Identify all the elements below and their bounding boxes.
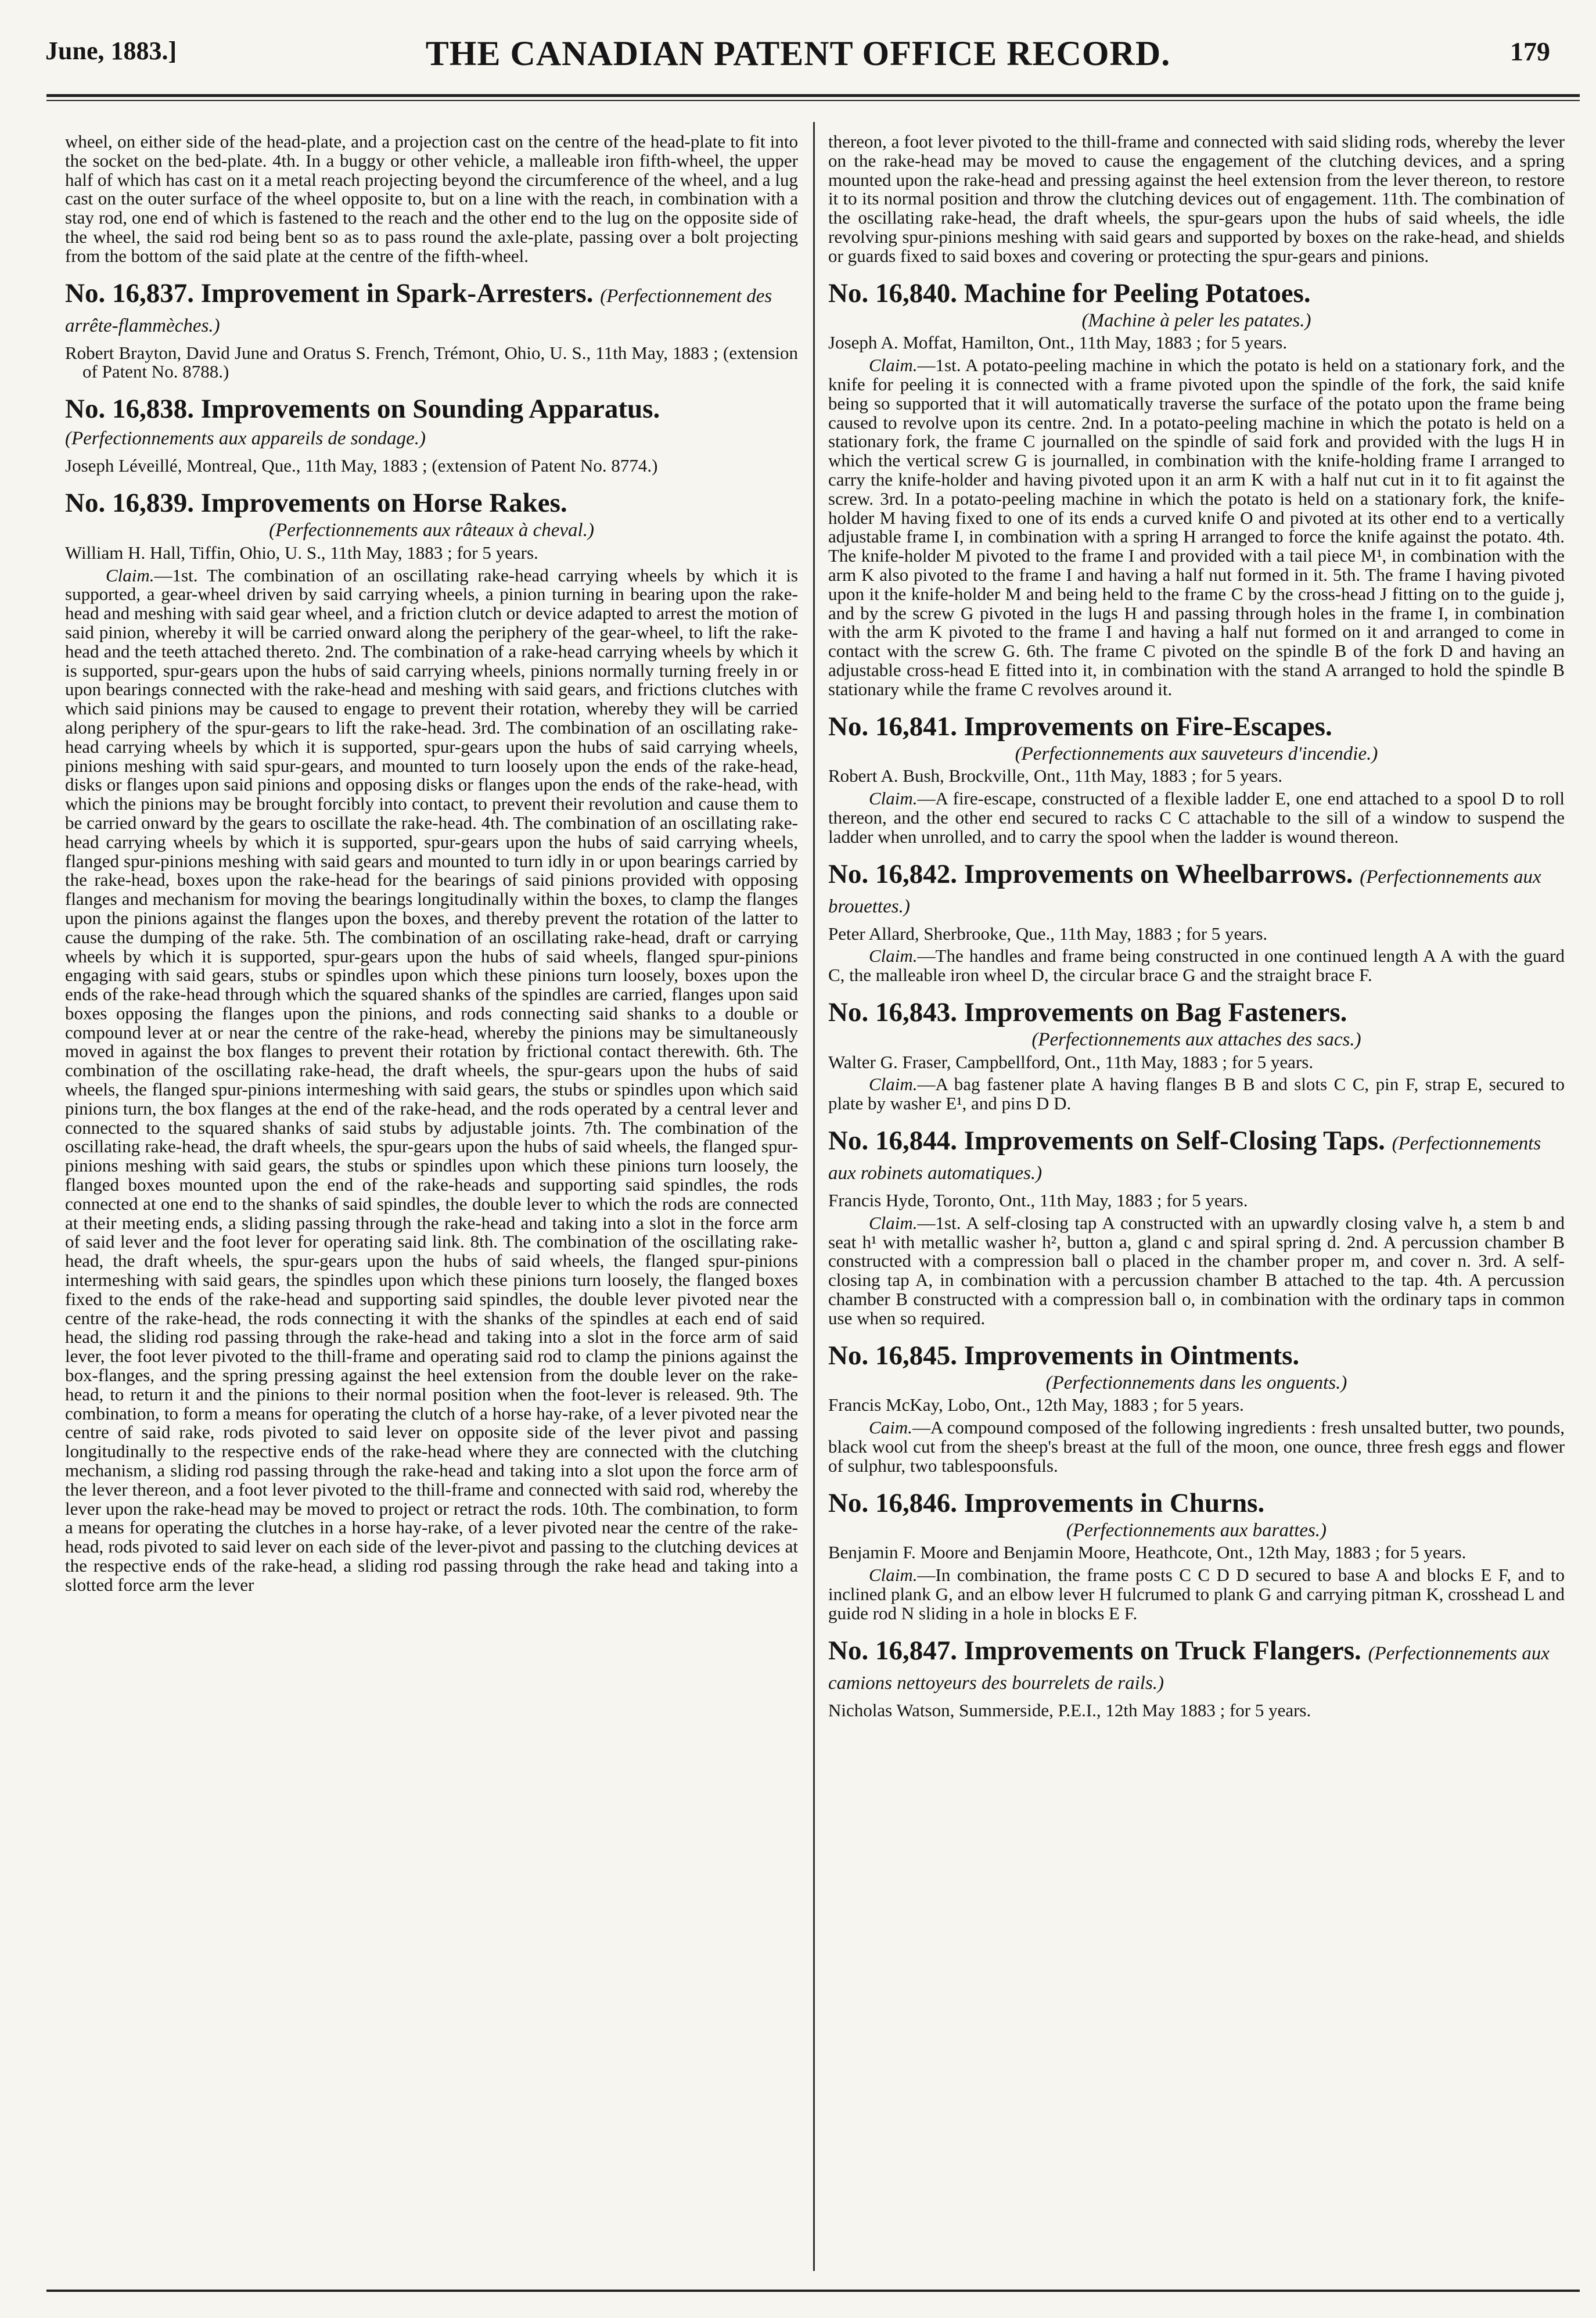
patent-entry-16844: [828, 1127, 1565, 1328]
french-title: (Perfectionnements aux attaches des sacs.): [1031, 1029, 1361, 1050]
entry-inventor: Joseph Léveillé, Montreal, Que., 11th May, 1883 ; (extension of Patent No. 8774.): [65, 455, 658, 476]
patent-entry-16837: [65, 280, 798, 382]
claim-label: Claim.: [869, 1074, 918, 1095]
french-title: (Perfectionnements aux râteaux à cheval.): [269, 519, 594, 541]
entry-claim: [828, 1418, 1565, 1475]
patent-entry-16840: [828, 280, 1565, 699]
entry-inventor: Robert Brayton, David June and Oratus S. French, Trémont, Ohio, U. S., 11th May, 1883 ; (extension of Patent No. 8788.): [65, 342, 798, 382]
french-title: (Perfectionnements aux camions nettoyeurs des bourrelets de rails.): [828, 1643, 1550, 1694]
french-title: (Perfectionnements aux robinets automatiques.): [828, 1133, 1541, 1184]
claim-text: —A compound composed of the following ingredients : fresh unsalted butter, two pounds, black wool cut from the sheep's breast at the full of the moon, one ounce, three fresh eggs and flower of sulphur, two tablespoonsfuls.: [828, 1417, 1565, 1476]
patent-entry-16843: [828, 999, 1565, 1113]
claim-label: Claim.: [869, 788, 918, 809]
patent-entry-16845: [828, 1342, 1565, 1476]
entry-title: No. 16,847. Improvements on Truck Flangers.: [828, 1635, 1361, 1666]
patent-entry-16838: [65, 396, 798, 476]
french-title: (Machine à peler les patates.): [1081, 310, 1311, 331]
entry-claim: [828, 356, 1565, 699]
entry-inventor: Nicholas Watson, Summerside, P.E.I., 12th May 1883 ; for 5 years.: [828, 1699, 1311, 1720]
entry-inventor: Francis McKay, Lobo, Ont., 12th May, 1883 ; for 5 years.: [828, 1395, 1244, 1415]
claim-label: Claim.: [869, 355, 918, 376]
entry-claim: [828, 1214, 1565, 1328]
claim-text: —1st. A self-closing tap A constructed with an upwardly closing valve h, a stem b and seat h¹ with metallic washer h², button a, gland c and spiral spring d. 2nd. A percussion chamber B constructed with a compression ball o placed in the chamber proper m, and cover n. 3rd. A self-closing tap A, in combination with a percussion chamber B attached to the tap. 4th. A percussion chamber B constructed with a compression ball o, in combination with the ordinary taps in common use when so required.: [828, 1212, 1565, 1328]
entry-title: No. 16,845. Improvements in Ointments.: [828, 1340, 1300, 1371]
claim-text: —1st. A potato-peeling machine in which the potato is held on a stationary fork, and the knife for peeling it is connected with a frame pivoted upon the spindle of the fork, the said knife being so supported that it will automatically traverse the surface of the potato upon the frame being caused to revolve upon its centre. 2nd. In a potato-peeling machine in which the potato is held on a stationary fork, the frame C journalled on the spindle of said fork and provided with the lugs H in which the vertical screw G is journalled, in combination with the knife-holding frame I arranged to carry the knife-holder and having pivoted upon it an arm K with a half nut cut in it to fit against the screw. 3rd. In a potato-peeling machine in which the potato is held on a stationary fork, the knife-holder M having fixed to one of its ends a curved knife O and pivoted at its other end to a vertically adjustable frame I, in combination with a spring H arranged to force the knife against the potato. 4th. The knife-holder M pivoted to the frame I and provided with a tail piece M¹, in combination with the arm K also pivoted to the frame I and having a half nut formed in it. 5th. The frame I having pivoted upon it the knife-holder M and being held to the frame C by the cross-head J fitting on to the guide j, and by the screw G pivoted in the lugs H and passing through holes in the frame I, in combination with the arm K pivoted to the frame I and having a half nut formed on it and arranged to come in contact with the screw G. 6th. The frame C pivoted on the spindle B of the fork D and having an adjustable cross-head E fitted into it, in combination with the stand A arranged to hold the spindle B stationary while the frame C revolves around it.: [828, 355, 1565, 699]
entry-title: No. 16,846. Improvements in Churns.: [828, 1487, 1265, 1518]
entry-inventor: Walter G. Fraser, Campbellford, Ont., 11th May, 1883 ; for 5 years.: [828, 1051, 1314, 1072]
french-title: (Perfectionnements aux appareils de sondage.): [65, 428, 426, 450]
french-title: (Perfectionnements aux sauveteurs d'incendie.): [1015, 743, 1378, 764]
claim-text: —In combination, the frame posts C C D D secured to base A and blocks E F, and to inclined plank G, and an elbow lever H fulcrumed to plank G and carrying pitman K, crosshead L and guide rod N sliding in a hole in blocks E F.: [828, 1565, 1565, 1623]
claim-label: Claim.: [869, 1212, 918, 1233]
entry-title: No. 16,839. Improvements on Horse Rakes.: [65, 487, 567, 518]
header-rule: [46, 94, 1580, 97]
entry-inventor: Robert A. Bush, Brockville, Ont., 11th May, 1883 ; for 5 years.: [828, 766, 1283, 786]
french-title: (Perfectionnements aux brouettes.): [828, 866, 1541, 917]
page-number: 179: [1510, 37, 1550, 66]
entry-claim: [828, 789, 1565, 846]
entry-inventor: Joseph A. Moffat, Hamilton, Ont., 11th May, 1883 ; for 5 years.: [828, 332, 1288, 353]
patent-entry-16846: [828, 1487, 1565, 1623]
french-title: (Perfectionnement des arrête-flammèches.): [65, 285, 772, 336]
claim-text: —1st. The combination of an oscillating rake-head carrying wheels by which it is supported, a gear-wheel driven by said carrying wheels, a pinion turning in bearing upon the rake-head and meshing with said gear wheel, and a friction clutch or device adapted to arrest the motion of said pinion, whereby it will be carried onward along the periphery of the gear-wheel, to lift the rake-head and the teeth attached thereto. 2nd. The combination of a rake-head carrying wheels by which it is supported, spur-gears upon the hubs of said carrying wheels, pinions normally turning freely in or upon bearings connected with the rake-head and meshing with said gears, and frictions clutches with which said pinions may be caused to engage to prevent their rotation, whereby they will be carried along periphery of the spur-gears to lift the rake-head. 3rd. The combination of an oscillating rake-head carrying wheels by which it is supported, spur-gears upon the hubs of said carrying wheels, pinions meshing with said spur-gears, and mounted to turn loosely upon the ends of the rake-head, disks or flanges upon said pinions and opposing disks or flanges upon the ends of the rake-head, with which the pinions may be brought forcibly into contact, to prevent their revolution and cause them to be carried onward by the gears to oscillate the rake-head. 4th. The combination of an oscillating rake-head carrying wheels by which it is supported, spur-gears upon the hubs of said carrying wheels, flanged spur-pinions meshing with said gears and mounted to turn idly in or upon bearings carried by the rake-head, boxes upon the rake-head for the bearings of said pinions provided with opposing flanges and mechanism for moving the bearings longitudinally within the boxes, to clamp the flanges upon the pinions against the flanges upon the boxes, and thereby prevent the rotation of the latter to cause the dumping of the rake. 5th. The combination of an oscillating rake-head, draft or carrying wheels by which it is supported, spur-gears upon the hubs of said wheels, flanged spur-pinions engaging with said gears, stubs or spindles upon which these pinions turn loosely, boxes upon the ends of the rake-head through which the squared shanks of the spindles are carried, flanges upon said boxes opposing the flanges upon the pinions, and rods connecting said shanks to a double or compound lever at or near the centre of the rake-head, whereby the pinions may be simultaneously moved in against the box flanges to prevent their rotation by frictional contact therewith. 6th. The combination of the oscillating rake-head, the draft wheels, the spur-gears upon the hubs of said wheels, the flanged spur-pinions intermeshing with said gears, the stubs or spindles upon which said pinions turn, the box flanges at the end of the rake-head, and the rods operated by a central lever and connected to the squared shanks of said stubs by adjustable joints. 7th. The combination of the oscillating rake-head, the draft wheels, the spur-gears upon the hubs of said wheels, the flanged spur-pinions meshing with said gears, the stubs or spindles upon which these pinions turn loosely, the flanged boxes mounted upon the end of the rake-heads and supporting said spindles, the rods connected at one end to the shanks of said spindles, the double lever to which the rods are connected at their meeting ends, a sliding passing through the rake-head and taking into a slot in the force arm of said lever and the foot lever for operating said link. 8th. The combination of the oscillating rake-head, the draft wheels, the spur-gears upon the hubs of said wheels, the flanged spur-pinions intermeshing with said gears, the spindles upon which these pinions turn loosely, the flanged boxes fixed to the ends of the rake-head and supporting said spindles, the double lever pivoted near the centre of the rake-head, the rods connecting it with the shanks of the spindles at each end of said head, the sliding rod passing through the rake-head and taking into a slot in the force arm of said lever, the foot lever pivoted to the thill-frame and operating said rod to clamp the pinions against the box-flanges, and the spring pressing against the heel extension from the double lever on the rake-head, to return it and the pinions to their normal position when the foot-lever is released. 9th. The combination, to form a means for operating the clutch of a horse hay-rake, of a lever pivoted near the centre of said rake, rods pivoted to said lever on opposite side of the lever pivot and passing longitudinally to the respective ends of the rake-head where they are connected with the clutching mechanism, a sliding rod passing through the rake-head and taking into a slot upon the force arm of the lever thereon, and a foot lever pivoted to the thill-frame and connected with said rod, whereby the lever upon the rake-head may be moved to project or retract the rods. 10th. The combination, to form a means for operating the clutches in a horse hay-rake, of a lever pivoted near the centre of the rake-head, rods pivoted to said lever on each side of the lever-pivot and passing to the clutching devices at the respective ends of the rake-head, a sliding rod passing through the rake head and taking into a slotted force arm the lever: [65, 565, 798, 1595]
continued-claim: wheel, on either side of the head-plate, and a projection cast on the centre of the head-plate to fit into the socket on the bed-plate. 4th. In a buggy or other vehicle, a malleable iron fifth-wheel, the upper half of which has cast on it a metal reach projecting beyond the circumference of the wheel, and a lug cast on the outer surface of the wheel opposite to, but on a line with the reach, in combination with a stay rod, one end of which is fastened to the reach and the other end to the lug on the opposite side of the wheel, the said rod being bent so as to pass round the axle-plate, passing over a bolt projecting from the bottom of the said plate at the centre of the fifth-wheel.: [65, 131, 798, 266]
patent-entry-16847: [828, 1637, 1565, 1720]
claim-label: Claim.: [106, 565, 154, 585]
entry-title: No. 16,838. Improvements on Sounding Apparatus.: [65, 394, 660, 425]
entry-claim: [828, 947, 1565, 985]
claim-text: —A fire-escape, constructed of a flexible ladder E, one end attached to a spool D to roll thereon, and the other end secured to racks C C attachable to the sill of a window to suspend the ladder when unrolled, and to carry the spool when the ladder is wound thereon.: [828, 788, 1565, 847]
entry-title: No. 16,840. Machine for Peeling Potatoes.: [828, 278, 1311, 308]
french-title: (Perfectionnements dans les onguents.): [1045, 1372, 1347, 1393]
entry-claim: [828, 1566, 1565, 1623]
entry-inventor: Peter Allard, Sherbrooke, Que., 11th May, 1883 ; for 5 years.: [828, 923, 1268, 944]
entry-title: No. 16,837. Improvement in Spark-Arresters.: [65, 278, 594, 308]
entry-title: No. 16,843. Improvements on Bag Fasteners.: [828, 997, 1347, 1027]
column-divider: [813, 122, 815, 2271]
claim-label: Claim.: [869, 946, 918, 966]
right-column: [828, 132, 1565, 1723]
entry-inventor: William H. Hall, Tiffin, Ohio, U. S., 11th May, 1883 ; for 5 years.: [65, 542, 538, 563]
claim-text: —The handles and frame being constructed in one continued length A A with the guard C, the malleable iron wheel D, the circular brace G and the straight brace F.: [828, 946, 1565, 986]
entry-inventor: Francis Hyde, Toronto, Ont., 11th May, 1883 ; for 5 years.: [828, 1190, 1248, 1211]
patent-entry-16839: [65, 487, 798, 1595]
patent-entry-16842: [828, 858, 1565, 986]
left-column: [65, 132, 798, 1595]
entry-title: No. 16,844. Improvements on Self-Closing Taps.: [828, 1126, 1385, 1156]
issue-date: June, 1883.]: [45, 37, 177, 65]
claim-label: Caim.: [869, 1417, 912, 1438]
header-rule-thin: [46, 100, 1580, 101]
footer-rule: [46, 2290, 1580, 2292]
entry-title: No. 16,841. Improvements on Fire-Escapes.: [828, 711, 1332, 742]
claim-label: Claim.: [869, 1565, 918, 1586]
continued-claim: thereon, a foot lever pivoted to the thill-frame and connected with said sliding rods, whereby the lever on the rake-head may be moved to cause the engagement of the clutching devices, and a spring mounted upon the rake-head and pressing against the heel extension from the lever thereon, to restore it to its normal position and throw the clutching devices out of engagement. 11th. The combination of the oscillating rake-head, the draft wheels, the spur-gears upon the hubs of said wheels, the idle revolving spur-pinions meshing with said gears and supported by boxes on the rake-head, and shields or guards fixed to said boxes and covering or protecting the spur-gears and pinions.: [828, 131, 1565, 266]
entry-claim: [65, 566, 798, 1595]
entry-claim: [828, 1075, 1565, 1113]
entry-inventor: Benjamin F. Moore and Benjamin Moore, Heathcote, Ont., 12th May, 1883 ; for 5 years.: [828, 1542, 1466, 1563]
claim-text: —A bag fastener plate A having flanges B B and slots C C, pin F, strap E, secured to plate by washer E¹, and pins D D.: [828, 1074, 1565, 1114]
entry-title: No. 16,842. Improvements on Wheelbarrows.: [828, 858, 1353, 889]
french-title: (Perfectionnements aux barattes.): [1066, 1519, 1327, 1541]
patent-entry-16841: [828, 713, 1565, 847]
page-title: THE CANADIAN PATENT OFFICE RECORD.: [425, 34, 1171, 73]
